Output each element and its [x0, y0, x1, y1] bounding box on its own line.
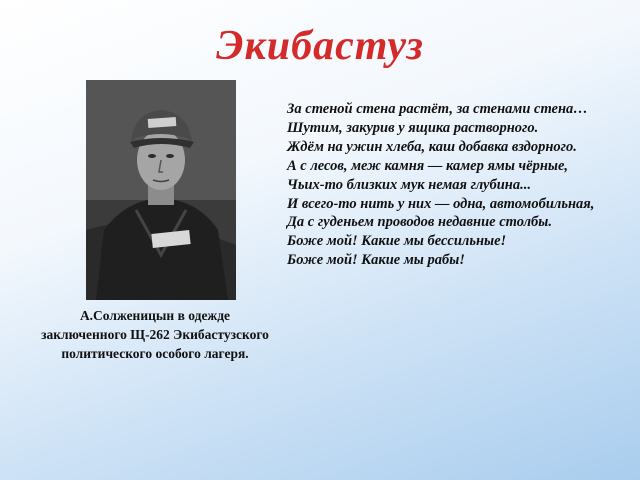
prisoner-portrait-icon: [86, 80, 236, 300]
poem-line: И всего-то нить у них — одна, автомобильная,: [287, 195, 595, 212]
poem-line: Боже мой! Какие мы бессильные!: [287, 233, 507, 250]
portrait-photo: [86, 80, 236, 300]
poem-line: За стеной стена растёт, за стенами стена…: [287, 101, 588, 117]
slide-title: Экибастуз: [216, 23, 424, 69]
poem-line: Да с гуденьем проводов недавние столбы.: [287, 214, 552, 231]
poem-line: Боже мой! Какие мы рабы!: [287, 252, 465, 269]
photo-caption: А.Солженицын в одежде заключенного Щ-262 Экибастузского политического особого лагеря.: [41, 308, 269, 361]
poem: [287, 100, 627, 270]
poem-line: Шутим, закурив у ящика растворного.: [287, 119, 539, 136]
poem-line: Ждём на ужин хлеба, каш добавка вздорного.: [287, 138, 577, 155]
poem-line: А с лесов, меж камня — камер ямы чёрные,: [287, 157, 569, 174]
poem-line: Чьих-то близких мук немая глубина...: [287, 176, 531, 193]
